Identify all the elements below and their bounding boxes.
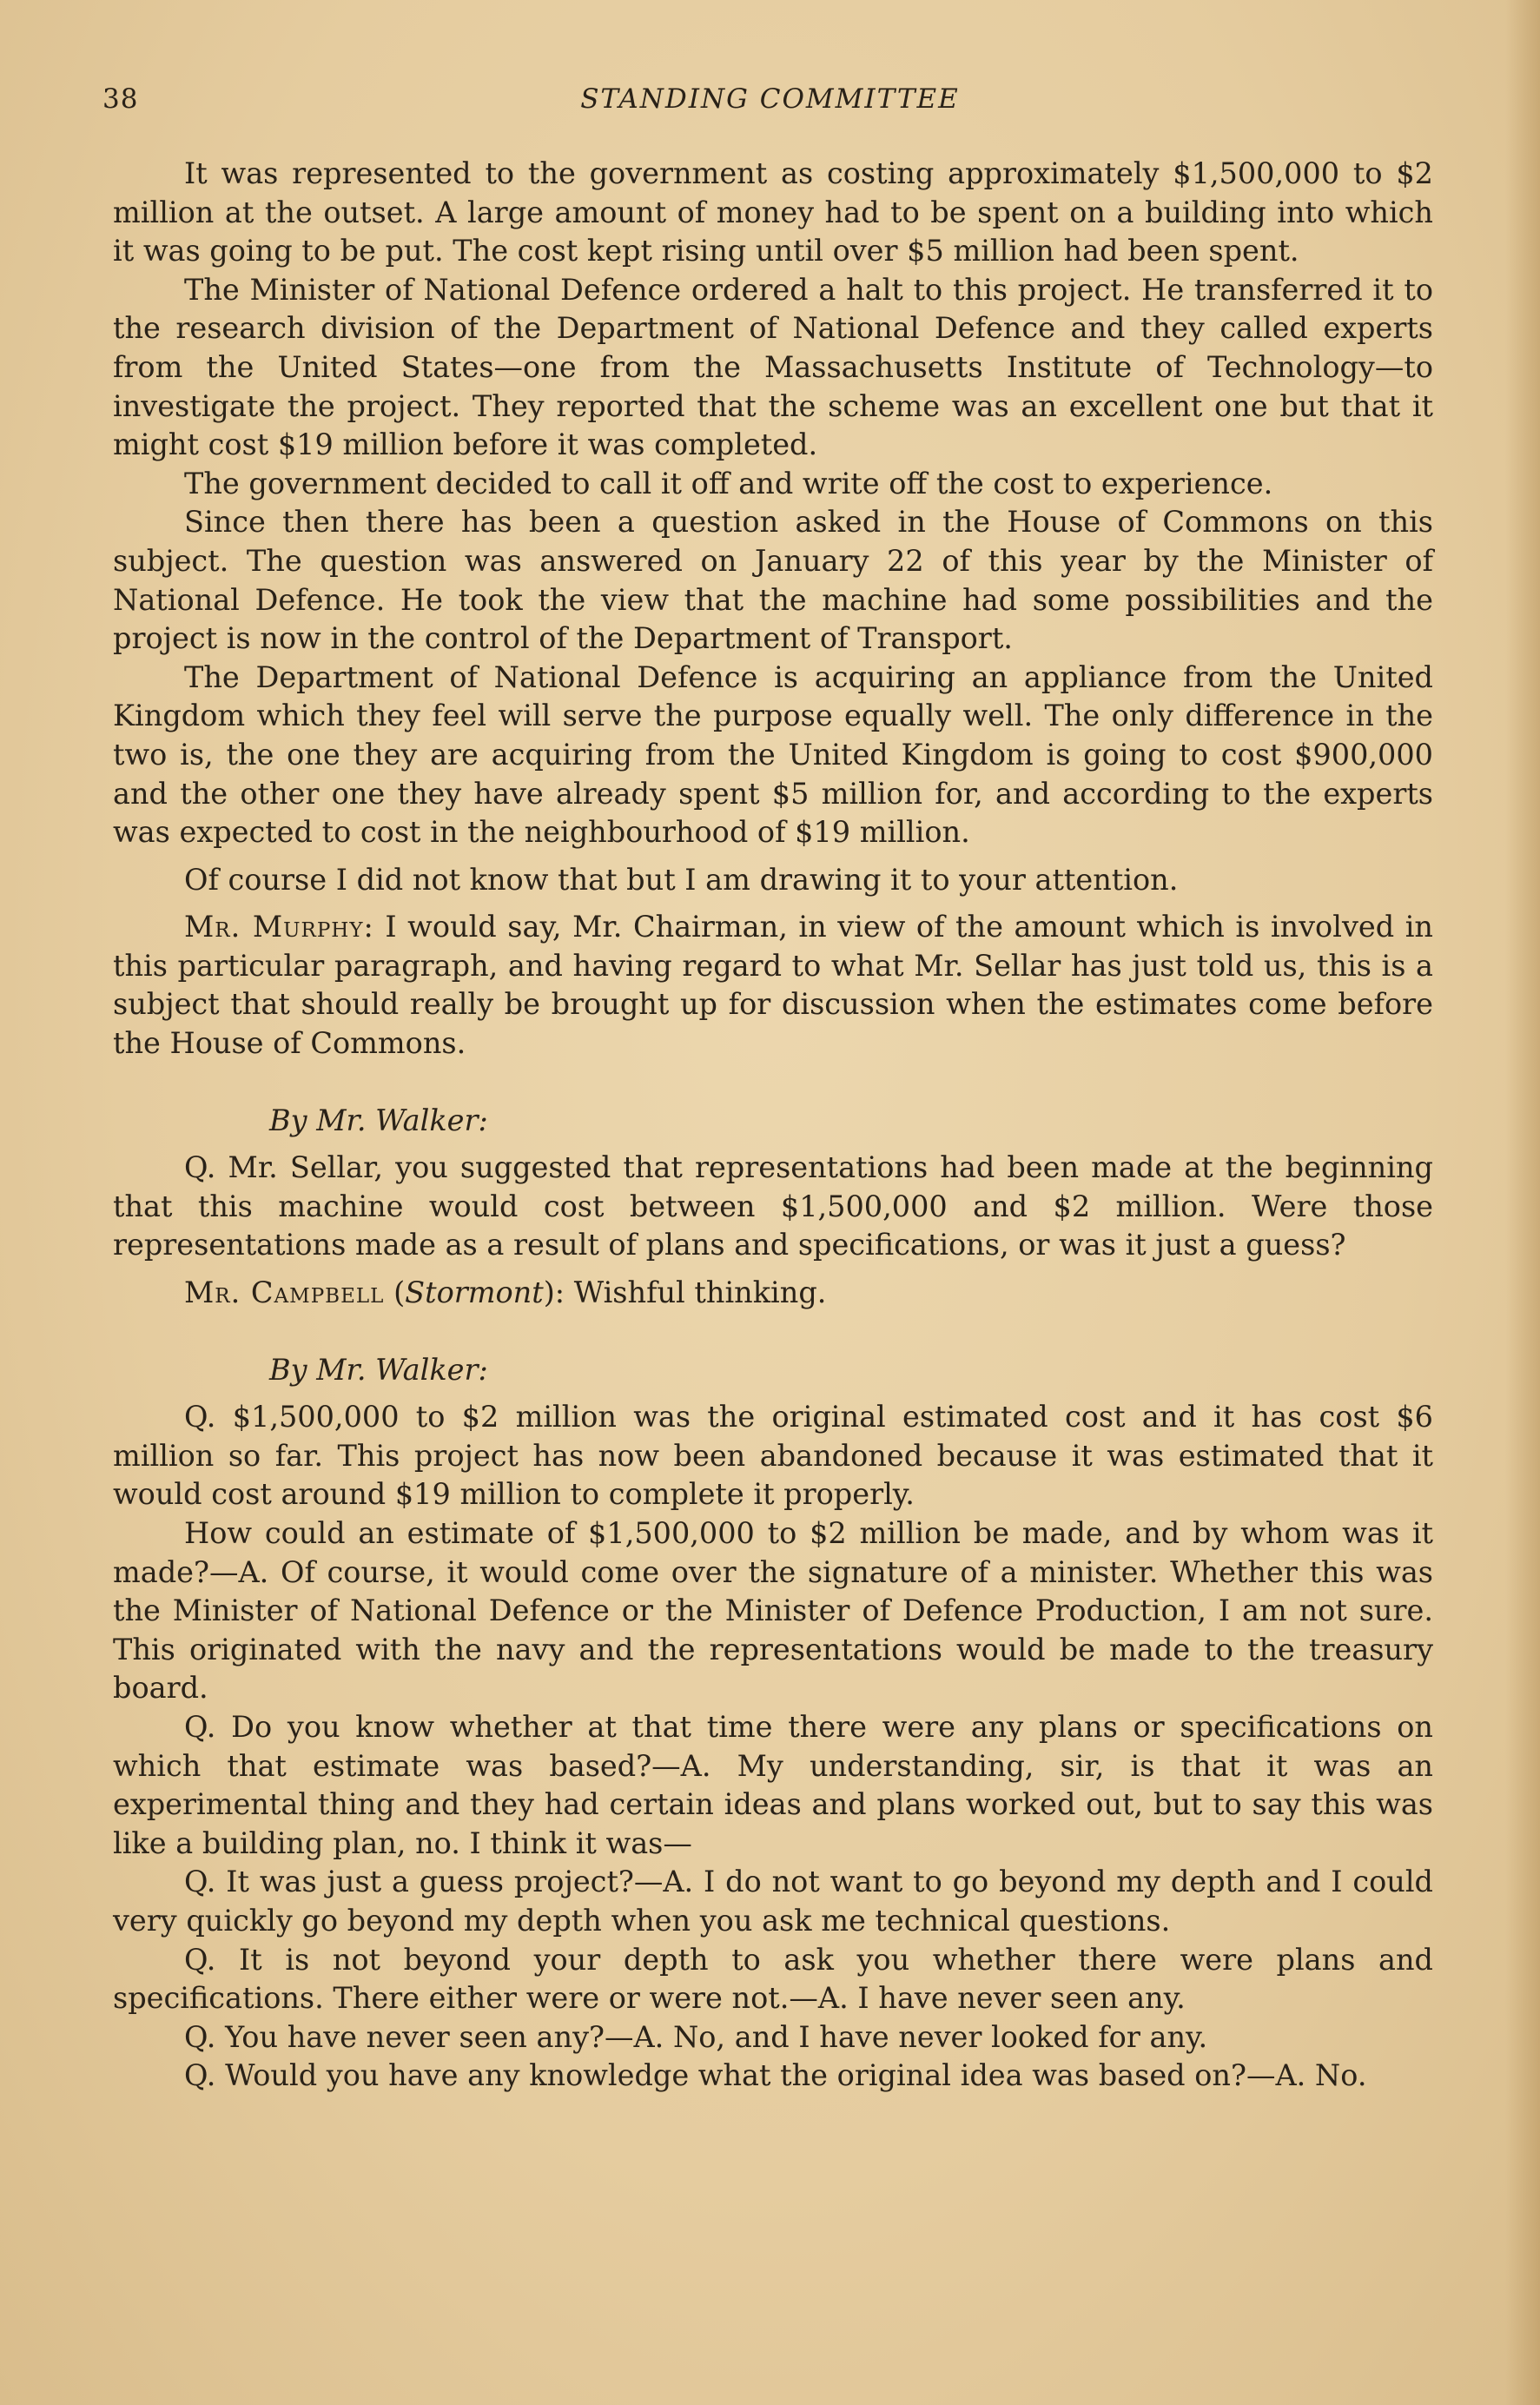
by-line: By Mr. Walker: [269,1103,488,1137]
speaker-text: Wishful thinking. [573,1275,827,1310]
question-paragraph: Q. Would you have any knowledge what the original idea was based on?—A. No. [184,2058,1367,2093]
paragraph: The Department of National Defence is acquiring an appliance from the United Kingdom which they feel will serve the purpose equally well. The only difference in the two is, the one they are acquiring from the United Kingdom is going to cost $900,000 and the other one they have already spent $5 million for, and according to the experts was expected to cost in the neighbourhood of $19 million. [113,659,1433,850]
speaker-riding: Stormont [405,1275,544,1310]
speaker-name: Mr. Murphy: [184,910,374,944]
speaker-paragraph: Mr. Campbell (Stormont): Wishful thinking. [184,1275,827,1310]
speaker-name: Mr. Campbell [184,1275,385,1310]
question-paragraph: Q. You have never seen any?—A. No, and I have never looked for any. [184,2019,1208,2054]
running-head: STANDING COMMITTEE [580,83,960,115]
paragraph: The government decided to call it off and write off the cost to experience. [184,466,1273,500]
question-paragraph: How could an estimate of $1,500,000 to $2 million be made, and by whom was it made?—A. Of course, it would come over the signature of a minister. Whether this was the Minister of National Defence or the Minister of Defence Production, I am not sure. This originated with the navy and the representations would be made to the treasury board. [113,1516,1433,1706]
page-number: 38 [102,83,139,115]
question-paragraph: Q. Mr. Sellar, you suggested that representations had been made at the beginning that this machine would cost between $1,500,000 and $2 million. Were those representations made as a result of plans and specifications, or was it just a guess? [113,1150,1433,1262]
page-header [102,83,1438,127]
paragraph: It was represented to the government as costing approximately $1,500,000 to $2 million at the outset. A large amount of money had to be spent on a building into which it was going to be put. The cost kept rising until over $5 million had been spent. [113,156,1433,268]
page-body [113,155,1433,2096]
by-line: By Mr. Walker: [269,1352,488,1387]
speaker-text: I would say, Mr. Chairman, in view of the amount which is involved in this particular paragraph, and having regard to what Mr. Sellar has just told us, this is a subject that should really be brought up for discussion when the estimates come before the House of Commons. [113,910,1433,1061]
page-edge-shadow [1505,0,1540,2405]
question-paragraph: Q. $1,500,000 to $2 million was the original estimated cost and it has cost $6 million so far. This project has now been abandoned because it was estimated that it would cost around $19 million to complete it properly. [113,1400,1433,1512]
question-paragraph: Q. It is not beyond your depth to ask you whether there were plans and specifications. There either were or were not.—A. I have never seen any. [113,1942,1433,2016]
speaker-paragraph [113,908,1433,1063]
question-paragraph: Q. It was just a guess project?—A. I do not want to go beyond my depth and I could very quickly go beyond my depth when you ask me technical questions. [113,1865,1433,1938]
paragraph: Since then there has been a question asked in the House of Commons on this subject. The question was answered on January 22 of this year by the Minister of National Defence. He took the view that the machine had some possibilities and the project is now in the control of the Department of Transport. [113,505,1433,656]
paragraph: Of course I did not know that but I am drawing it to your attention. [184,862,1179,897]
question-paragraph: Q. Do you know whether at that time there were any plans or specifications on which that estimate was based?—A. My understanding, sir, is that it was an experimental thing and they had certain ideas and plans worked out, but to say this was like a building plan, no. I think it was— [113,1709,1433,1860]
paragraph: The Minister of National Defence ordered a halt to this project. He transferred it to the research division of the Department of National Defence and they called experts from the United States—one from the Massachusetts Institute of Technology—to investigate the project. They reported that the scheme was an excellent one but that it might cost $19 million before it was completed. [113,272,1433,462]
